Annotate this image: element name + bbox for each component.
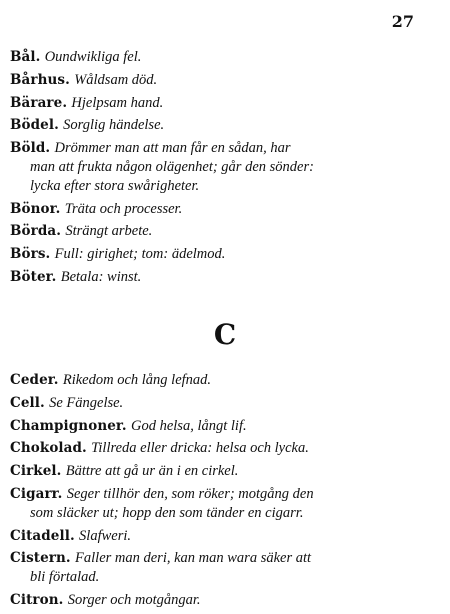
entry-definition: Drömmer man att man får en sådan, har bbox=[54, 140, 291, 157]
entry-term: Bärare. bbox=[10, 94, 68, 111]
entry-definition: Betala: winst. bbox=[60, 268, 142, 285]
entry-term: Cigarr. bbox=[10, 485, 63, 502]
entry-term: Böter. bbox=[10, 268, 57, 285]
entry-term: Bål. bbox=[10, 49, 41, 65]
entry-term: Bårhus. bbox=[10, 71, 70, 88]
entry-definition: Faller man deri, kan man wara säker att bbox=[75, 550, 312, 567]
entry-term: Böld. bbox=[10, 140, 51, 157]
entry-definition: Oundwikliga fel. bbox=[44, 49, 142, 65]
entry-term: Chokolad. bbox=[10, 440, 87, 457]
dictionary-entry bbox=[10, 71, 438, 90]
entry-definition: Seger tillhör den, som röker; motgång den bbox=[66, 485, 314, 502]
dictionary-entry bbox=[10, 48, 438, 67]
entry-term: Cistern. bbox=[10, 550, 71, 567]
dictionary-entry bbox=[10, 222, 438, 241]
dictionary-entry bbox=[10, 268, 438, 287]
dictionary-entry bbox=[10, 527, 438, 546]
entry-definition: Slafweri. bbox=[79, 527, 132, 544]
dictionary-entry bbox=[10, 94, 438, 113]
entry-definition-continuation: man att frukta någon olägenhet; går den sönder: bbox=[30, 158, 314, 175]
dictionary-entry bbox=[10, 439, 438, 458]
dictionary-entry bbox=[10, 139, 438, 195]
entry-term: Citadell. bbox=[10, 527, 75, 544]
entry-definition: Sorglig händelse. bbox=[63, 117, 165, 134]
entry-term: Ceder. bbox=[10, 372, 59, 388]
entry-term: Bönor. bbox=[10, 200, 61, 217]
entry-definition: Träta och processer. bbox=[64, 200, 183, 217]
entry-term: Börs. bbox=[10, 246, 51, 263]
dictionary-entry bbox=[10, 462, 438, 481]
entry-definition: Sorger och motgångar. bbox=[67, 591, 201, 608]
entry-term: Cirkel. bbox=[10, 463, 62, 480]
entry-term: Bödel. bbox=[10, 117, 59, 134]
page-number: 27 bbox=[391, 12, 414, 31]
entry-definition: Hjelpsam hand. bbox=[71, 94, 164, 111]
entry-definition: God helsa, långt lif. bbox=[131, 417, 247, 434]
section-letter-heading: C bbox=[213, 318, 237, 351]
dictionary-entry bbox=[10, 394, 438, 413]
entry-term: Champignoner. bbox=[10, 417, 127, 434]
dictionary-entry bbox=[10, 549, 438, 587]
dictionary-entry bbox=[10, 591, 438, 610]
dictionary-entry bbox=[10, 200, 438, 219]
entry-definition: Strängt arbete. bbox=[65, 223, 153, 240]
entry-definition: Bättre att gå ur än i en cirkel. bbox=[65, 463, 239, 480]
entry-term: Citron. bbox=[10, 591, 64, 608]
entry-definition-continuation: lycka efter stora swårigheter. bbox=[30, 177, 200, 194]
dictionary-entry bbox=[10, 371, 438, 390]
dictionary-entry bbox=[10, 485, 438, 523]
entry-definition: Tillreda eller dricka: helsa och lycka. bbox=[91, 440, 309, 457]
entry-term: Cell. bbox=[10, 394, 45, 411]
entry-definition: Se Fängelse. bbox=[49, 394, 124, 411]
entry-definition-continuation: som släcker ut; hopp den som tänder en cigarr. bbox=[30, 504, 304, 521]
entry-definition: Full: girighet; tom: ädelmod. bbox=[54, 246, 226, 263]
dictionary-entry bbox=[10, 417, 438, 436]
dictionary-entry bbox=[10, 245, 438, 264]
entry-term: Börda. bbox=[10, 223, 62, 240]
entry-definition: Wåldsam död. bbox=[74, 71, 158, 88]
dictionary-entry bbox=[10, 116, 438, 135]
entries-b-list bbox=[10, 48, 438, 291]
entries-c-list bbox=[10, 371, 438, 614]
entry-definition-continuation: bli förtalad. bbox=[30, 569, 100, 586]
entry-definition: Rikedom och lång lefnad. bbox=[62, 372, 212, 388]
